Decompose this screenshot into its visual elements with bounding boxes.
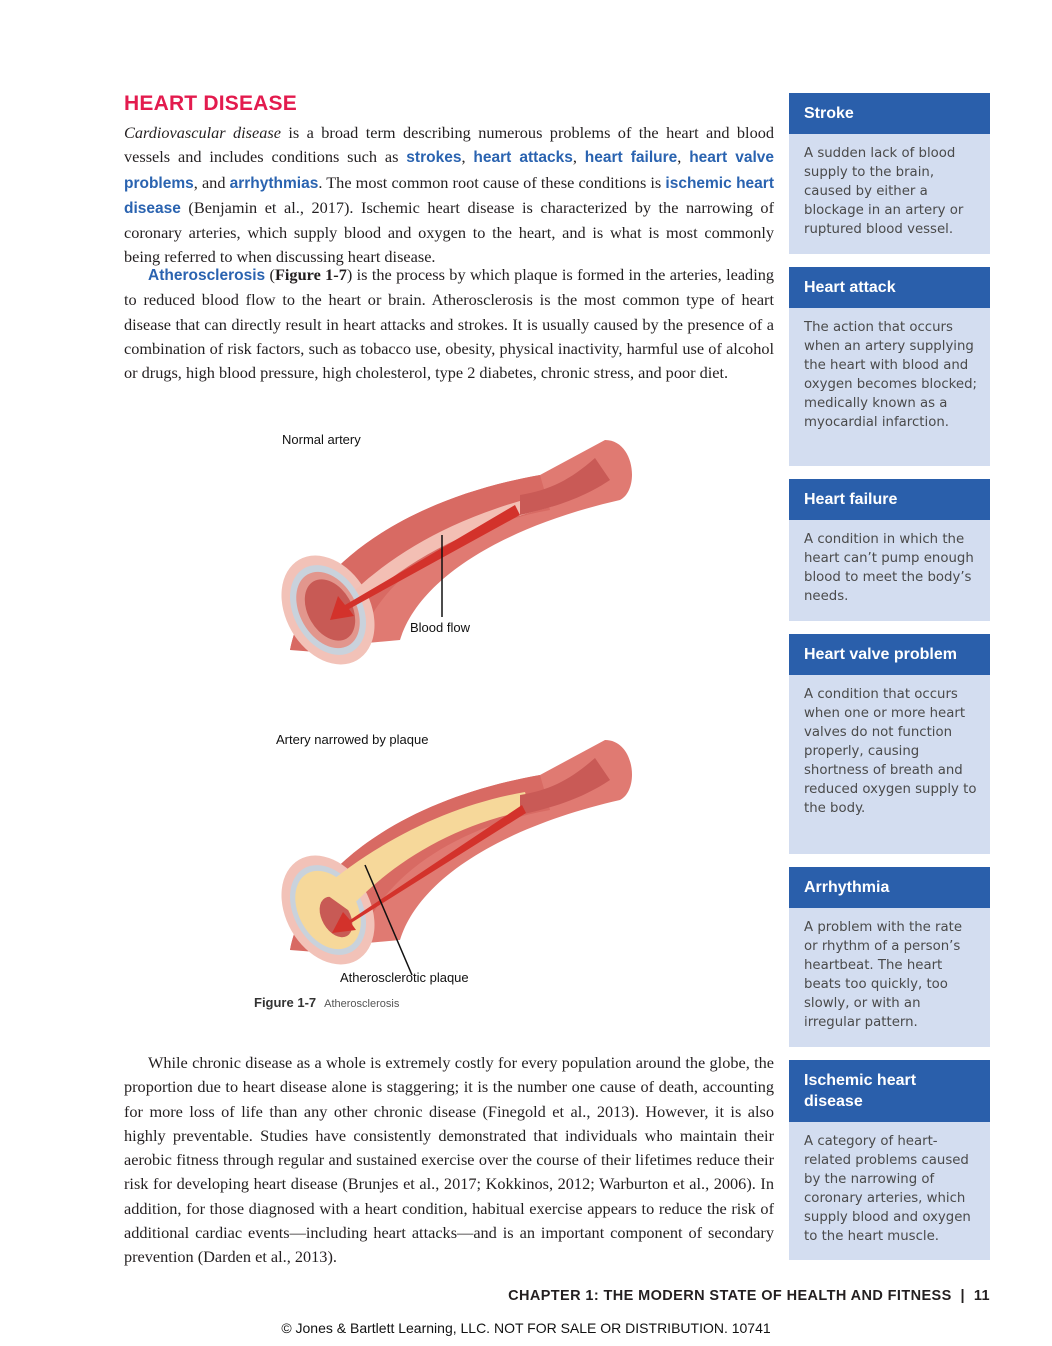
figure-caption: [254, 995, 399, 1010]
text-run: ,: [461, 147, 474, 167]
text-run: , and: [193, 172, 230, 192]
label-normal-artery: Normal artery: [282, 432, 361, 447]
narrowed-artery-drawing: [263, 740, 632, 981]
paragraph-atherosclerosis: [124, 263, 774, 385]
glossary-term: Heart failure: [789, 479, 990, 520]
chapter-title: CHAPTER 1: THE MODERN STATE OF HEALTH AND FITNESS: [508, 1288, 952, 1304]
label-blood-flow: Blood flow: [410, 620, 470, 635]
artery-illustration: [250, 420, 670, 1020]
normal-artery-drawing: [263, 440, 632, 681]
figure-number: Figure 1-7: [254, 995, 317, 1010]
glossary-definition: The action that occurs when an artery supplying the heart with blood and oxygen becomes blocked; medically known as a myocardial infarction.: [804, 320, 978, 430]
figure-caption-text: Atherosclerosis: [324, 998, 400, 1010]
page-number: 11: [973, 1288, 990, 1304]
glossary-item-heart-valve-problem: [789, 634, 990, 854]
text-run: . The most common root cause of these conditions is: [318, 172, 666, 192]
paragraph-prevention: While chronic disease as a whole is extremely costly for every population around the globe, the proportion due to heart disease alone is staggering; it is the number one cause of death, accounting for more loss of life than any other chronic disease (Finegold et al., 2013). However, it is also highly preventable. Studies have consistently demonstrated that individuals who maintain their aerobic fitness through regular and sustained exercise over the course of their lifetimes reduce their risk for developing heart disease (Brunjes et al., 2017; Kokkinos, 2012; Warburton et al., 2006). In addition, for those diagnosed with a heart condition, habitual exercise appears to reduce the risk of additional cardiac events—including heart attacks—and is an important component of secondary prevention (Darden et al., 2013).: [124, 1053, 774, 1267]
glossary-term: Heart valve problem: [789, 634, 990, 675]
label-narrowed-artery: Artery narrowed by plaque: [276, 732, 429, 747]
text-run: ,: [572, 147, 585, 167]
glossary-term: Ischemic heart disease: [789, 1060, 990, 1122]
glossary-definition: A condition that occurs when one or more heart valves do not function properly, causing shortness of breath and reduced oxygen supply to the body.: [804, 687, 977, 816]
footer-separator: |: [960, 1288, 965, 1304]
paragraph-intro: [124, 121, 774, 270]
running-footer: [508, 1288, 990, 1304]
keyword-heart-failure: heart failure: [584, 149, 678, 167]
text-run: (: [265, 265, 275, 284]
glossary-item-ischemic-heart-disease: [789, 1060, 990, 1260]
glossary-term: Arrhythmia: [789, 867, 990, 908]
glossary-item-heart-attack: [789, 267, 990, 466]
text-run: is a broad term describing numerous problems of the heart and blood vessels and includes conditions such as: [124, 123, 775, 167]
keyword-heart-attacks: heart attacks: [473, 149, 573, 167]
figure-atherosclerosis: [250, 420, 670, 1020]
glossary-definition: A problem with the rate or rhythm of a person’s heartbeat. The heart beats too quickly, too slowly, or with an irregular pattern.: [804, 920, 963, 1030]
text-run: ) is the process by which plaque is formed in the arteries, leading to reduced blood flow to the heart or brain. Atherosclerosis is the most common type of heart disease that can directly result in heart attacks and strokes. It is usually caused by the presence of a combination of risk factors, such as tobacco use, obesity, physical inactivity, harmful use of alcohol or drugs, high blood pressure, high cholesterol, type 2 diabetes, chronic stress, and poor diet.: [124, 265, 774, 383]
keyword-arrhythmias: arrhythmias: [229, 174, 319, 192]
keyword-strokes: strokes: [406, 149, 462, 167]
glossary-term: Heart attack: [789, 267, 990, 308]
keyword-heart-valve-problems: heart valve problems: [124, 149, 775, 192]
glossary-item-arrhythmia: [789, 867, 990, 1047]
text-run: (Benjamin et al., 2017). Ischemic heart disease is characterized by the narrowing of coronary arteries, which supply blood and oxygen to the heart, and is what is most commonly being referred to when discussing heart disease.: [124, 197, 774, 267]
glossary-term: Stroke: [789, 93, 990, 134]
glossary-item-heart-failure: [789, 479, 990, 621]
figure-reference: Figure 1-7: [274, 265, 347, 284]
text-run: ,: [677, 147, 690, 167]
glossary-item-stroke: [789, 93, 990, 254]
term-cardiovascular-disease: Cardiovascular disease: [124, 123, 281, 142]
glossary-definition: A condition in which the heart can’t pump enough blood to meet the body’s needs.: [804, 532, 974, 604]
copyright-notice: © Jones & Bartlett Learning, LLC. NOT FOR SALE OR DISTRIBUTION. 10741: [281, 1320, 771, 1336]
glossary-definition: A category of heart-related problems caused by the narrowing of coronary arteries, which supply blood and oxygen to the heart muscle.: [804, 1134, 971, 1244]
glossary-definition: A sudden lack of blood supply to the brain, caused by either a blockage in an artery or ruptured blood vessel.: [804, 146, 964, 237]
label-atherosclerotic-plaque: Atherosclerotic plaque: [340, 970, 469, 985]
keyword-ischemic-heart-disease: ischemic heart disease: [124, 174, 774, 217]
section-heading: HEART DISEASE: [124, 92, 297, 115]
keyword-atherosclerosis: Atherosclerosis: [148, 267, 266, 284]
